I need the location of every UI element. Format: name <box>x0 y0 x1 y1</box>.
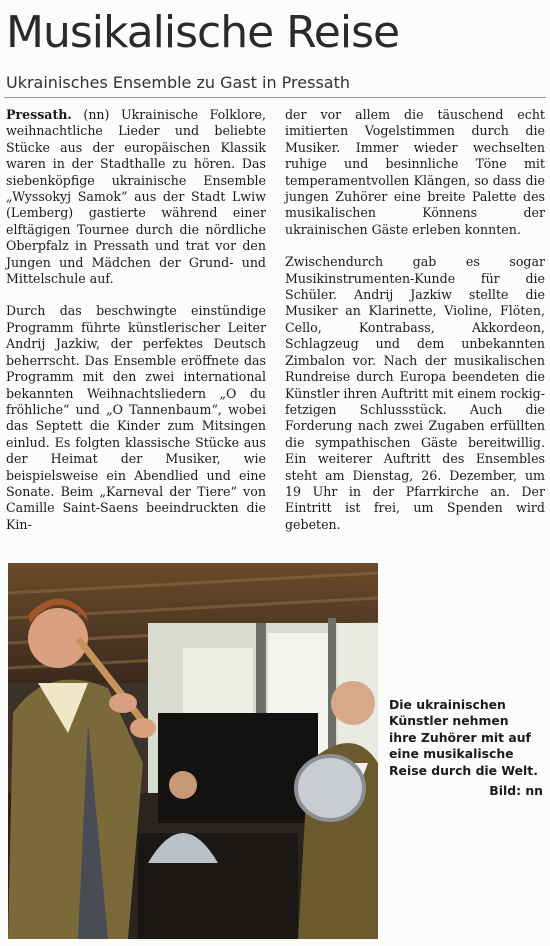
dateline: Pressath. <box>6 107 72 122</box>
photo-caption: Die ukrainischen Künstler nehmen ihre Zuhörer mit auf eine musikalische Reise durch die Welt. <box>389 697 538 778</box>
headline: Musikalische Reise <box>6 7 400 58</box>
subheadline: Ukrainisches Ensemble zu Gast in Pressath <box>6 73 350 92</box>
paragraph-1 <box>6 107 266 287</box>
paragraph-1-text: (nn) Ukrainische Folklore, weihnachtliche Lieder und beliebte Stücke aus der europäischen Klassik waren in der Stadthalle zu hören. Das siebenköpfige ukrainische Ensemble „Wyssokyj Samok“ aus der Stadt Lwiw (Lemberg) gastierte während einer elftägigen Tournee durch die nördliche Oberpfalz in Pressath und trat vor den Jungen und Mädchen der Grund- und Mittelschule auf. <box>6 107 266 287</box>
text-column-left <box>6 107 266 533</box>
paragraph-4: Zwischendurch gab es sogar Musikinstrumenten-Kunde für die Schüler. Andrij Jazkiw stellte die Musiker an Klarinette, Violine, Flöten, Cello, Kontrabass, Akkordeon, Schlagzeug und dem unbekannten Zimbalon vor. Nach der musikalischen Rundreise durch Europa beendeten die Künstler ihren Auftritt mit einem rockig-fetzigen Schlussstück. Auch die Forderung nach zwei Zugaben erfüllten die sympathischen Gäste bereitwillig. Ein weiterer Auftritt des Ensembles steht am Dienstag, 26. Dezember, um 19 Uhr in der Pfarrkirche an. Der Eintritt ist frei, um Spenden wird gebeten. <box>285 254 545 532</box>
paragraph-3: der vor allem die täuschend echt imitierten Vogelstimmen durch die Musiker. Immer wieder wechselten ruhige und besinnliche Töne mit temperamentvollen Klängen, so dass die jungen Zuhörer eine breite Palette des musikalischen Könnens der ukrainischen Gäste erleben konnten. <box>285 107 545 237</box>
paragraph-2: Durch das beschwingte einstündige Programm führte künstlerischer Leiter Andrij Jazkiw, der perfektes Deutsch beherrscht. Das Ensemble eröffnete das Programm mit den zwei international bekannten Weihnachtsliedern „O du fröhliche“ und „O Tannenbaum“, wobei das Septett die Kinder zum Mitsingen einlud. Es folgten klassische Stücke aus der Heimat der Musiker, wie beispielsweise ein Abendlied und eine Sonate. Beim „Karneval der Tiere“ von Camille Saint-Saens beeindruckten die Kin- <box>6 303 266 532</box>
header-rule <box>4 97 546 98</box>
ensemble-photo <box>8 563 378 939</box>
photo-credit: Bild: nn <box>489 783 543 798</box>
text-column-right <box>285 107 545 533</box>
